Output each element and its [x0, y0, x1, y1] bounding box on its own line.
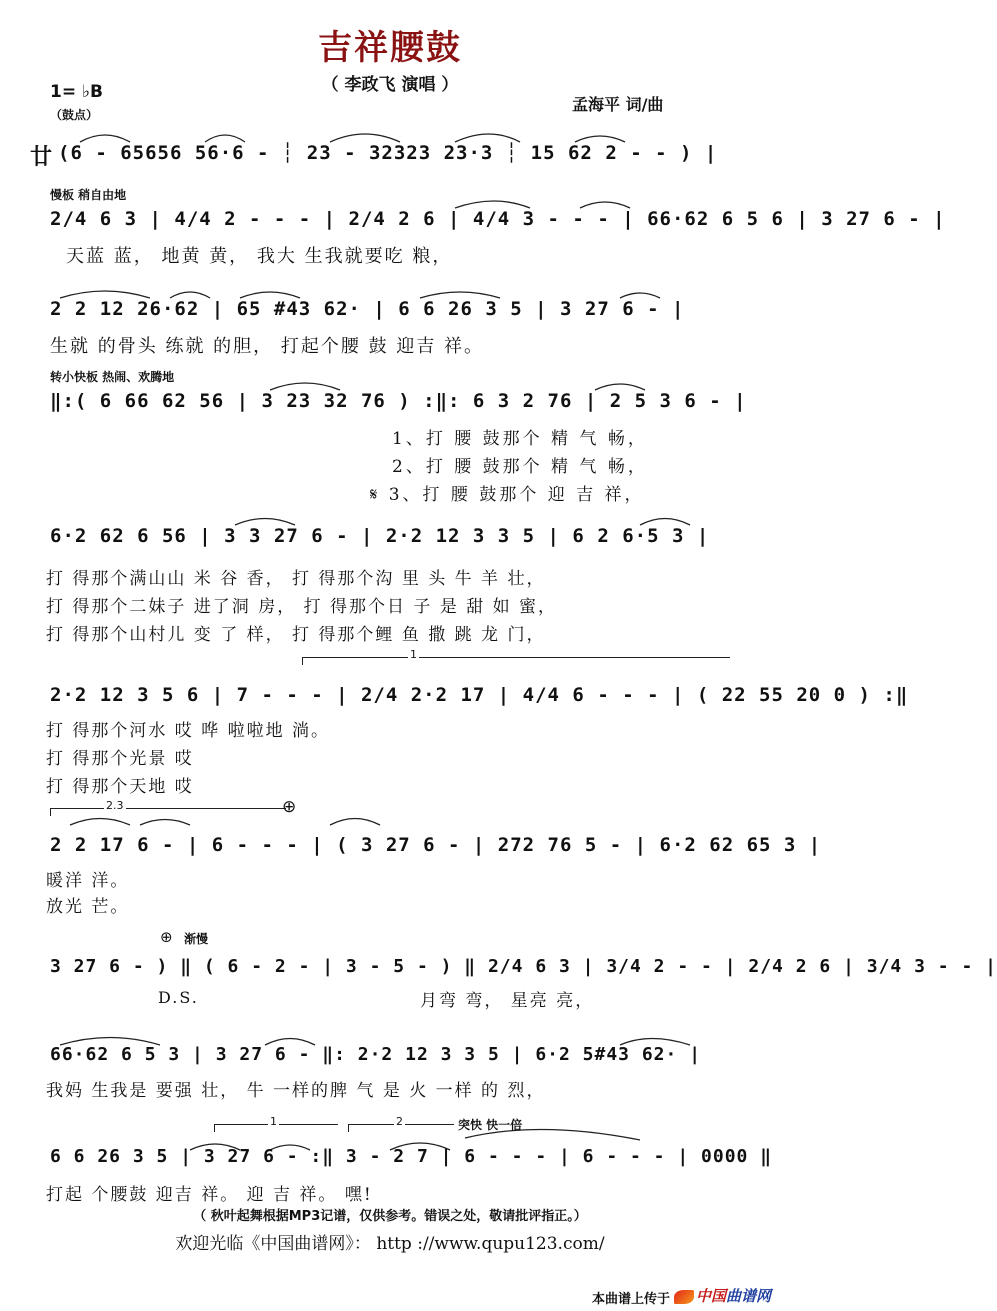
volta-bracket-23	[50, 808, 286, 809]
ds-marking: D.S.	[158, 988, 199, 1007]
volta-label-1: 1	[410, 648, 417, 661]
section-label-4: 突快 快一倍	[458, 1118, 523, 1132]
notation-row-2: 2/4 6 3 | 4/4 2 - - - | 2/4 2 6 | 4/4 3 - - - | 66·62 6 5 6 | 3 27 6 - |	[50, 208, 946, 230]
lyric-row-3: 生就 的骨头 练就 的胆， 打起个腰 鼓 迎吉 祥。	[50, 336, 485, 357]
notation-row-8: 3 27 6 - ) ‖ ( 6 - 2 - | 3 - 5 - ) ‖ 2/4 6 3 | 3/4 2 - - | 2/4 2 6 | 3/4 3 - - |	[50, 956, 997, 977]
lyric-row-8: 月弯 弯， 星亮 亮，	[420, 991, 595, 1011]
key-signature: 1= ♭B	[50, 82, 103, 102]
volta-bracket-1	[302, 657, 730, 658]
lyric-row-5b: 打 得那个二妹子 进了洞 房， 打 得那个日 子 是 甜 如 蜜，	[46, 597, 558, 617]
notation-row-5: 6·2 62 6 56 | 3 3 27 6 - | 2·2 12 3 3 5 | 6 2 6·5 3 |	[50, 525, 710, 547]
lyric-row-9: 我妈 生我是 要强 壮， 牛 一样的脾 气 是 火 一样 的 烈，	[46, 1081, 546, 1101]
notation-row-1: (6 - 65656 56·6 - ┆ 23 - 32323 23·3 ┆ 15 62 2 - - ) |	[58, 142, 718, 164]
drum-note-label: （鼓点）	[50, 108, 99, 122]
notation-row-7: 2 2 17 6 - | 6 - - - | ( 3 27 6 - | 272 76 5 - | 6·2 62 65 3 |	[50, 834, 822, 856]
song-title: 吉祥腰鼓	[318, 28, 462, 68]
volta-label-23: 2.3	[106, 799, 124, 812]
lyric-row-6c: 打 得那个天地 哎	[46, 777, 194, 797]
volta-end-label-1: 1	[270, 1115, 277, 1128]
lyric-row-6b: 打 得那个光景 哎	[46, 749, 194, 769]
singer-credit: （ 李政飞 演唱 ）	[321, 75, 459, 95]
notation-row-6: 2·2 12 3 5 6 | 7 - - - | 2/4 2·2 17 | 4/4 6 - - - | ( 22 55 20 0 ) :‖	[50, 684, 909, 706]
upload-note: 本曲谱上传于	[592, 1292, 671, 1307]
coda-sign-2: ⊕	[160, 928, 173, 946]
site-logo[interactable]: 中国曲谱网	[674, 1285, 771, 1306]
lyric-row-10: 打起 个腰鼓 迎吉 祥。 迎 吉 祥。 嘿!	[46, 1185, 373, 1205]
lyric-row-6a: 打 得那个河水 哎 哗 啦啦地 淌。	[46, 721, 331, 741]
lyric-row-2: 天蓝 蓝， 地黄 黄， 我大 生我就要吃 粮，	[66, 246, 453, 267]
coda-sign: ⊕	[282, 797, 297, 817]
author-credit: 孟海平 词/曲	[572, 95, 664, 114]
lyric-row-4a: 1、打 腰 鼓那个 精 气 畅，	[392, 429, 648, 449]
notation-row-4: ‖:( 6 66 62 56 | 3 23 32 76 ) :‖: 6 3 2 76 | 2 5 3 6 - |	[50, 390, 747, 412]
drum-symbol: 廿	[30, 145, 54, 170]
notation-row-10: 6 6 26 3 5 | 3 27 6 - :‖ 3 - 2 7 | 6 - - - | 6 - - - | 0000 ‖	[50, 1146, 773, 1167]
notation-row-3: 2 2 12 26·62 | 65 #43 62· | 6 6 26 3 5 | 3 27 6 - |	[50, 298, 685, 320]
site-welcome-link[interactable]: 欢迎光临《中国曲谱网》： http ://www.qupu123.com/	[175, 1234, 605, 1254]
section-label-1: 慢板 稍自由地	[50, 188, 127, 202]
transcription-note: （ 秋叶起舞根据MP3记谱，仅供参考。错误之处，敬请批评指正。）	[193, 1209, 587, 1224]
lyric-row-4c: 𝄋 3、打 腰 鼓那个 迎 吉 祥，	[370, 485, 645, 505]
volta-end-label-2: 2	[396, 1115, 403, 1128]
section-label-3: 渐慢	[184, 932, 209, 946]
logo-swirl-icon	[674, 1290, 694, 1304]
lyric-row-4b: 2、打 腰 鼓那个 精 气 畅，	[392, 457, 648, 477]
section-label-2: 转小快板 热闹、欢腾地	[50, 370, 175, 384]
lyric-row-7b: 放光 芒。	[46, 897, 130, 917]
lyric-row-5a: 打 得那个满山山 米 谷 香， 打 得那个沟 里 头 牛 羊 壮，	[46, 569, 546, 589]
notation-row-9: 66·62 6 5 3 | 3 27 6 - ‖: 2·2 12 3 3 5 | 6·2 5#43 62· |	[50, 1044, 702, 1065]
lyric-row-5c: 打 得那个山村儿 变 了 样， 打 得那个鲤 鱼 撒 跳 龙 门，	[46, 625, 546, 645]
lyric-row-7a: 暖洋 洋。	[46, 871, 130, 891]
